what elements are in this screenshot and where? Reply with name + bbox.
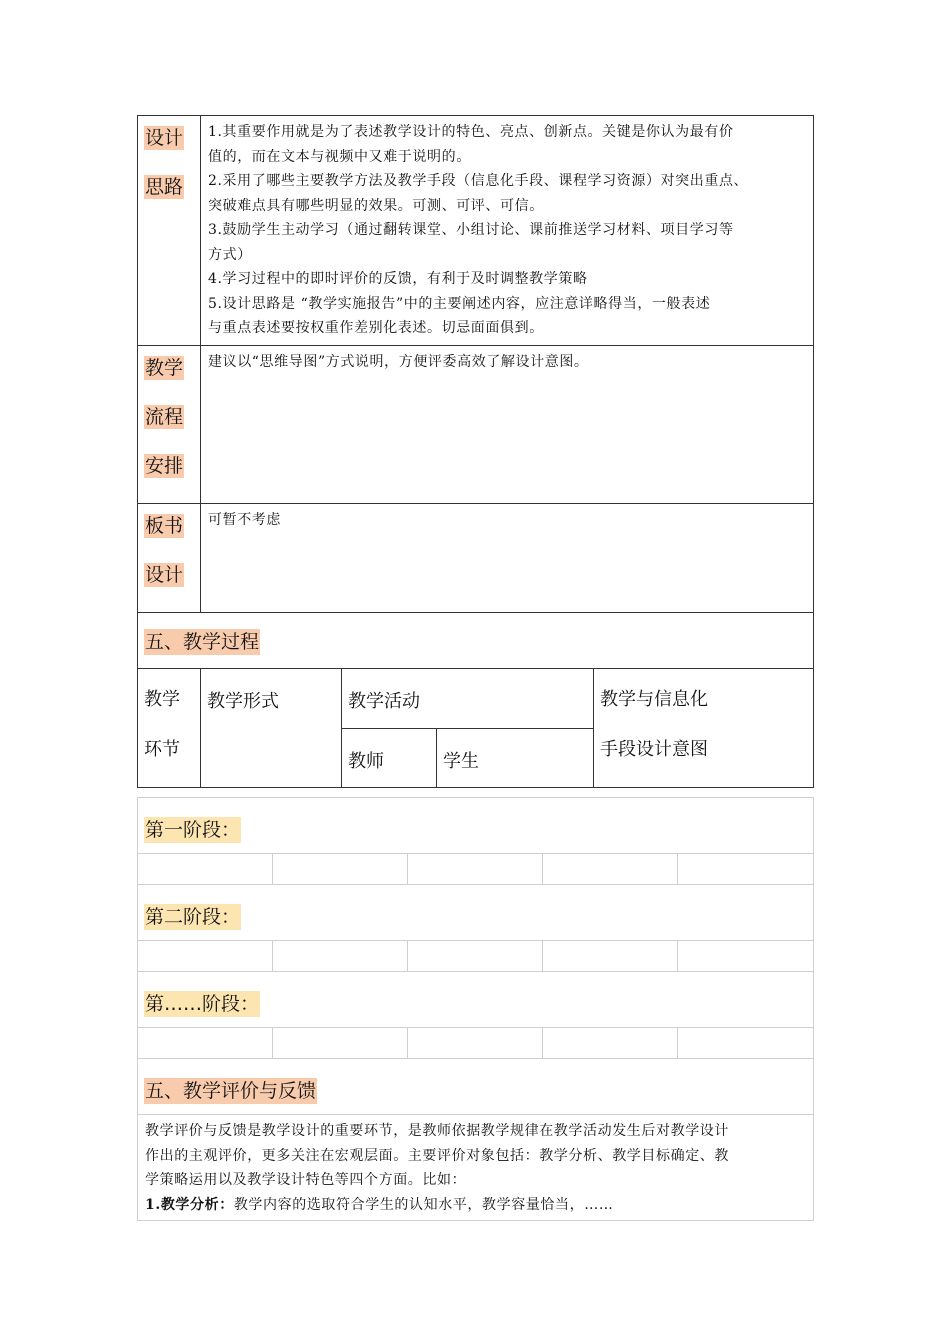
board-row: [138, 504, 814, 613]
stage-grid-row: [138, 941, 814, 972]
flow-content: 建议以“思维导图”方式说明，方便评委高效了解设计意图。: [201, 346, 814, 504]
stage-n-label: 第……阶段：: [138, 972, 814, 1028]
evaluation-title-row: [138, 1059, 814, 1115]
stage-row: [138, 798, 814, 854]
grid-cell: [543, 854, 678, 885]
header-form: 教学形式: [201, 669, 342, 788]
grid-cell: [543, 941, 678, 972]
design-idea-row: [138, 116, 814, 346]
flow-row: [138, 346, 814, 504]
evaluation-content-row: [138, 1115, 814, 1221]
evaluation-line: 学策略运用以及教学设计特色等四个方面。比如：: [145, 1172, 467, 1188]
header-activity: 教学活动: [342, 669, 594, 729]
design-idea-line: 值的，而在文本与视频中又难于说明的。: [208, 148, 471, 165]
grid-cell: [408, 854, 543, 885]
design-idea-content: [201, 116, 814, 346]
stage-grid-row: [138, 854, 814, 885]
design-idea-line: 突破难点具有哪些明显的效果。可测、可评、可信。: [208, 197, 544, 214]
grid-cell: [273, 941, 408, 972]
design-idea-line: 与重点表述要按权重作差别化表述。切忌面面俱到。: [208, 320, 544, 336]
grid-cell: [138, 1028, 273, 1059]
design-idea-line: 方式）: [208, 246, 252, 263]
evaluation-line: 作出的主观评价，更多关注在宏观层面。主要评价对象包括：教学分析、教学目标确定、教: [145, 1147, 729, 1164]
flow-label: 教学 流程 安排: [138, 346, 201, 504]
grid-cell: [273, 854, 408, 885]
header-student: 学生: [437, 728, 594, 788]
design-idea-line: 1.其重要作用就是为了表述教学设计的特色、亮点、创新点。关键是你认为最有价: [208, 124, 734, 140]
grid-cell: [678, 854, 814, 885]
grid-cell: [678, 1028, 814, 1059]
design-idea-line: 5.设计思路是 “教学实施报告”中的主要阐述内容，应注意详略得当，一般表述: [208, 295, 711, 312]
process-title: 五、教学过程: [138, 613, 814, 669]
board-label: 板书 设计: [138, 504, 201, 613]
header-teacher: 教师: [342, 728, 437, 788]
grid-cell: [408, 941, 543, 972]
grid-cell: [138, 854, 273, 885]
stage-grid-row: [138, 1028, 814, 1059]
process-title-row: [138, 613, 814, 669]
stage-evaluation-table: [137, 797, 814, 1221]
evaluation-content: [138, 1115, 814, 1221]
design-idea-line: 4.学习过程中的即时评价的反馈，有利于及时调整教学策略: [208, 271, 588, 287]
grid-cell: [543, 1028, 678, 1059]
header-info: 教学与信息化 手段设计意图: [594, 669, 814, 788]
stage-row: [138, 972, 814, 1028]
evaluation-line: 教学评价与反馈是教学设计的重要环节，是教师依据教学规律在教学活动发生后对教学设计: [145, 1123, 729, 1139]
grid-cell: [678, 941, 814, 972]
grid-cell: [138, 941, 273, 972]
lesson-design-table: [137, 115, 814, 788]
grid-cell: [273, 1028, 408, 1059]
grid-cell: [408, 1028, 543, 1059]
stage-row: [138, 885, 814, 941]
board-content: 可暂不考虑: [201, 504, 814, 613]
stage-1-label: 第一阶段：: [138, 798, 814, 854]
evaluation-item: [145, 1193, 807, 1218]
evaluation-item-text: 教学内容的选取符合学生的认知水平，教学容量恰当，……: [233, 1196, 614, 1213]
evaluation-title: 五、教学评价与反馈: [138, 1059, 814, 1115]
stage-2-label: 第二阶段：: [138, 885, 814, 941]
header-stage: 教学 环节: [138, 669, 201, 788]
design-idea-line: 2.采用了哪些主要教学方法及教学手段（信息化手段、课程学习资源）对突出重点、: [208, 173, 749, 189]
process-header-row: [138, 669, 814, 729]
design-idea-line: 3.鼓励学生主动学习（通过翻转课堂、小组讨论、课前推送学习材料、项目学习等: [208, 222, 734, 238]
design-idea-label: 设计 思路: [138, 116, 201, 346]
evaluation-item-label: 1.教学分析：: [145, 1196, 234, 1213]
